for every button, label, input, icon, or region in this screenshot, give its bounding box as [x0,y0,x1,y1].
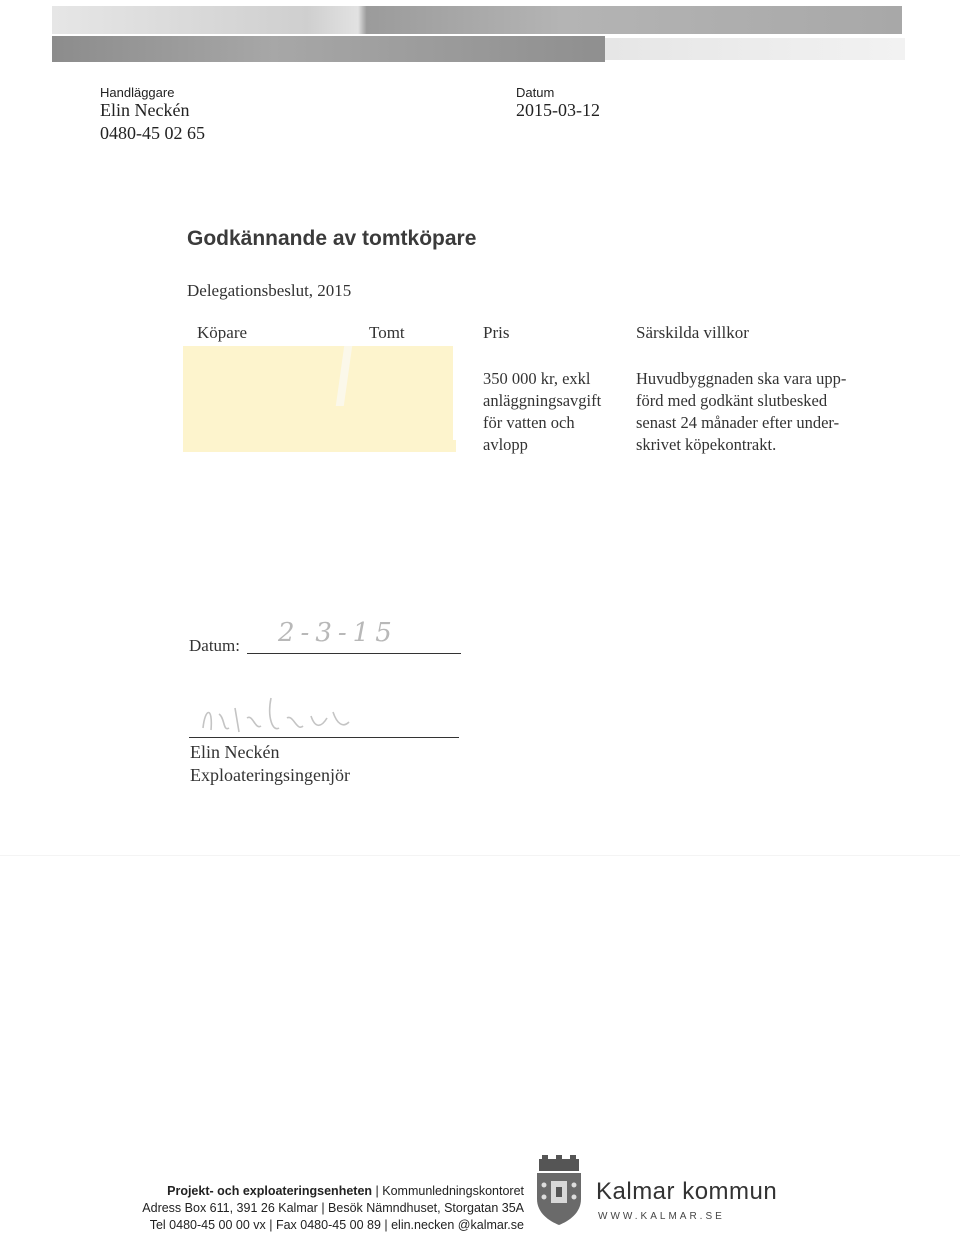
redaction-bar-second-light [605,38,905,60]
redaction-bar-second [52,36,605,62]
pris-line: för vatten och [483,413,575,432]
handlaggare-label: Handläggare [100,85,175,100]
footer-office: Kommunledningskontoret [382,1184,524,1198]
col-header-tomt: Tomt [369,323,405,342]
handlaggare-phone: 0480-45 02 65 [100,123,205,143]
footer-unit: Projekt- och exploateringsenheten [167,1184,373,1198]
datum-value: 2015-03-12 [516,100,600,120]
villkor-line: Huvudbyggnaden ska vara upp- [636,369,847,388]
page-subtitle: Delegationsbeslut, 2015 [187,281,352,300]
redaction-buyer-plot-tail [336,440,456,452]
signature-datum-label: Datum: [189,636,240,655]
signature-name: Elin Neckén [190,742,280,762]
redaction-bar-top [52,6,902,34]
villkor-line: skrivet köpekontrakt. [636,435,777,454]
col-header-pris: Pris [483,323,510,342]
scan-fold-line [0,855,960,856]
signature-role: Exploateringsingenjör [190,765,350,785]
table-cell-villkor [636,368,846,456]
handwritten-date: 2-3-15 [278,618,398,648]
handlaggare-name: Elin Neckén [100,100,190,120]
footer-line-3: Tel 0480-45 00 00 vx | Fax 0480-45 00 89 | elin.necken @kalmar.se [149,1218,524,1232]
brand-url: WWW.KALMAR.SE [598,1211,725,1222]
pris-line: avlopp [483,435,528,454]
handwritten-signature [195,688,355,740]
page-title: Godkännande av tomtköpare [187,227,477,250]
table-cell-pris [483,368,601,456]
pris-line: anläggningsavgift [483,391,602,410]
redaction-buyer-plot [183,346,453,452]
col-header-kopare: Köpare [197,323,248,342]
villkor-line: förd med godkänt slutbesked [636,391,828,410]
brand-name: Kalmar kommun [596,1178,778,1205]
footer-line-1: Projekt- och exploateringsenheten | Kommunledningskontoret [167,1184,524,1198]
datum-label: Datum [516,85,555,100]
signature-datum-line [247,653,461,654]
kalmar-crest-icon [533,1155,585,1225]
footer-line-2: Adress Box 611, 391 26 Kalmar | Besök Nämndhuset, Storgatan 35A [142,1201,524,1215]
signature-line [189,737,459,738]
col-header-villkor: Särskilda villkor [636,323,749,342]
footer-address [100,1183,524,1234]
pris-line: 350 000 kr, exkl [483,369,591,388]
villkor-line: senast 24 månader efter under- [636,413,840,432]
